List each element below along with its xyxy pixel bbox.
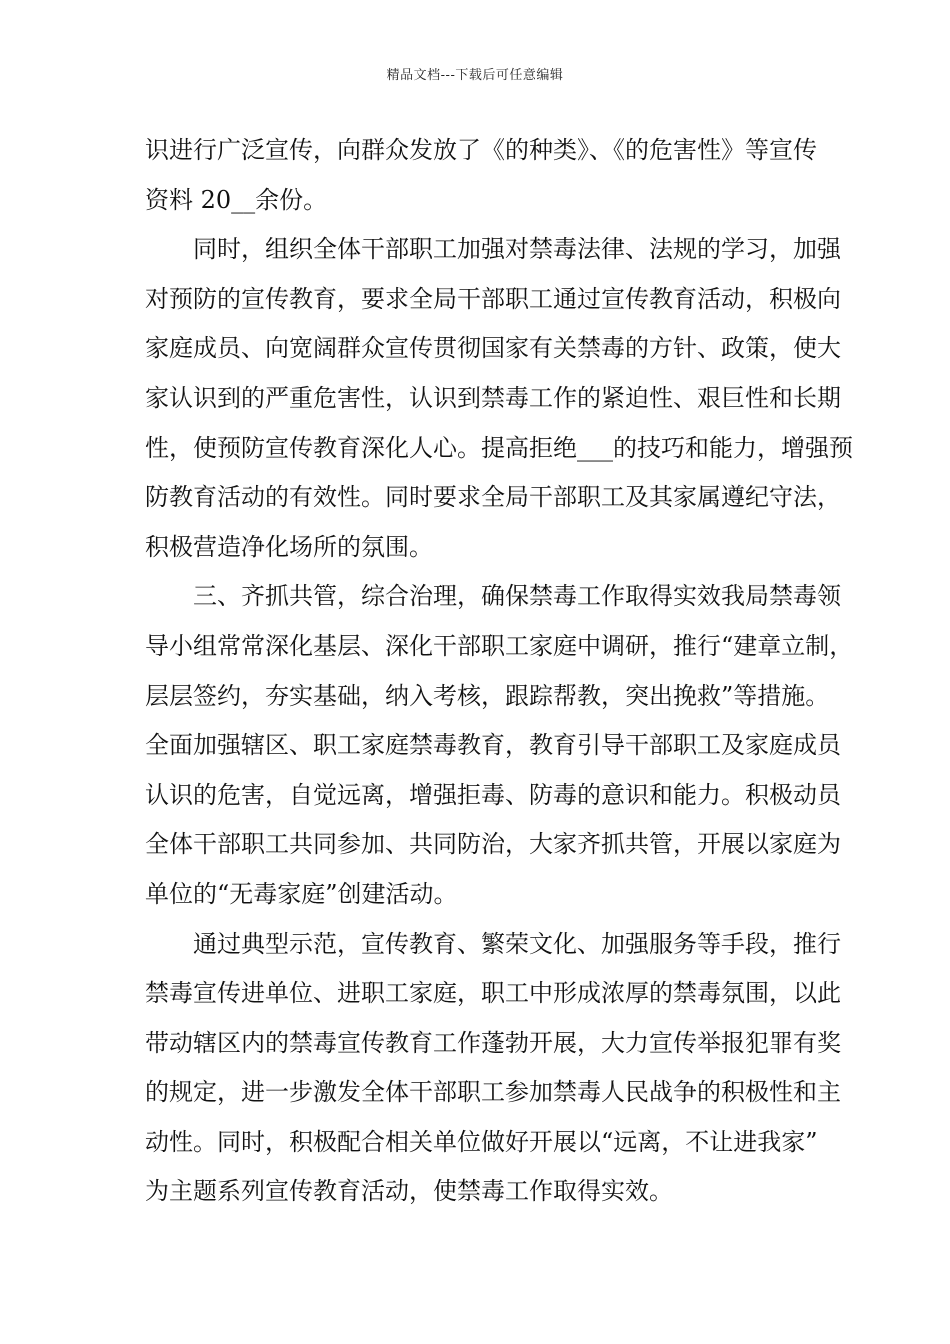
paragraph-line: 家认识到的严重危害性，认识到禁毒工作的紧迫性、艰巨性和长期	[145, 383, 841, 412]
paragraph-line: 动性。同时，积极配合相关单位做好开展以“远离，不让进我家”	[145, 1127, 818, 1156]
paragraph-line: 同时，组织全体干部职工加强对禁毒法律、法规的学习，加强	[193, 235, 841, 264]
document-body	[145, 126, 854, 1217]
paragraph-line: 为主题系列宣传教育活动，使禁毒工作取得实效。	[145, 1177, 673, 1206]
paragraph-line: 防教育活动的有效性。同时要求全局干部职工及其家属遵纪守法，	[145, 483, 841, 512]
paragraph-4	[145, 920, 841, 1218]
paragraph-line: 单位的“无毒家庭”创建活动。	[145, 879, 458, 908]
paragraph-line: 三、齐抓共管，综合治理，确保禁毒工作取得实效我局禁毒领	[193, 582, 841, 611]
paragraph-line: 性，使预防宣传教育深化人心。提高拒绝___的技巧和能力，增强预	[145, 433, 853, 462]
paragraph-line: 认识的危害，自觉远离，增强拒毒、防毒的意识和能力。积极动员	[145, 780, 841, 809]
paragraph-2	[145, 225, 853, 572]
paragraph-3	[145, 572, 854, 919]
paragraph-line: 积极营造净化场所的氛围。	[145, 532, 433, 561]
paragraph-line: 禁毒宣传进单位、进职工家庭，职工中形成浓厚的禁毒氛围，以此	[145, 979, 841, 1008]
paragraph-line: 家庭成员、向宽阔群众宣传贯彻国家有关禁毒的方针、政策，使大	[145, 334, 841, 363]
paragraph-line: 层层签约，夯实基础，纳入考核，跟踪帮教，突出挽救”等措施。	[145, 681, 830, 710]
paragraph-line: 导小组常常深化基层、深化干部职工家庭中调研，推行“建章立制，	[145, 631, 854, 660]
paragraph-1	[145, 126, 815, 225]
paragraph-line: 的规定，进一步激发全体干部职工参加禁毒人民战争的积极性和主	[145, 1078, 841, 1107]
paragraph-line: 带动辖区内的禁毒宣传教育工作蓬勃开展，大力宣传举报犯罪有奖	[145, 1028, 841, 1057]
paragraph-line: 识进行广泛宣传，向群众发放了《的种类》、《的危害性》等宣传	[145, 136, 817, 164]
paragraph-line: 全面加强辖区、职工家庭禁毒教育，教育引导干部职工及家庭成员	[145, 731, 841, 760]
paragraph-line: 对预防的宣传教育，要求全局干部职工通过宣传教育活动，积极向	[145, 284, 841, 313]
paragraph-line: 资料 20__余份。	[145, 185, 328, 214]
paragraph-line: 通过典型示范，宣传教育、繁荣文化、加强服务等手段，推行	[193, 929, 841, 958]
page-header: 精品文档---下载后可任意编辑	[386, 68, 564, 83]
paragraph-line: 全体干部职工共同参加、共同防治，大家齐抓共管，开展以家庭为	[145, 830, 841, 859]
